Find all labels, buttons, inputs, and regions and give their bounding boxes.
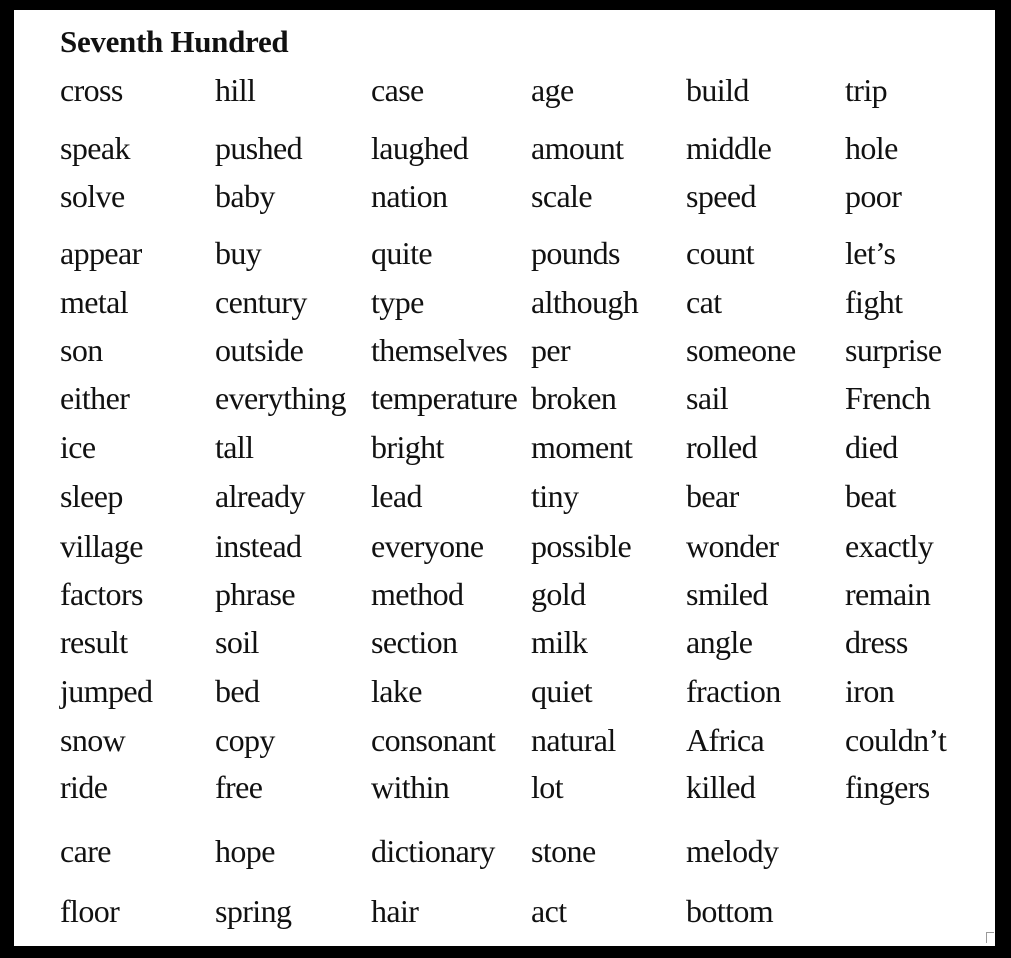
word-cell: per [531,332,571,368]
word-cell: care [60,833,111,869]
word-cell: hope [215,833,275,869]
word-cell: iron [845,673,895,709]
word-cell: consonant [371,722,496,758]
word-cell: rolled [686,429,758,465]
word-cell: poor [845,178,902,214]
word-cell: baby [215,178,275,214]
word-cell: pounds [531,235,620,271]
word-cell: gold [531,576,586,612]
corner-mark [986,932,994,943]
word-cell: quiet [531,673,592,709]
word-cell: French [845,380,931,416]
word-cell: milk [531,624,588,660]
word-cell: someone [686,332,796,368]
word-cell: son [60,332,103,368]
word-cell: beat [845,478,896,514]
word-cell: natural [531,722,616,758]
word-cell: bear [686,478,739,514]
word-cell: tiny [531,478,579,514]
word-cell: ice [60,429,96,465]
word-cell: case [371,72,424,108]
word-cell: pushed [215,130,303,166]
word-cell: soil [215,624,259,660]
word-cell: method [371,576,464,612]
word-cell: section [371,624,458,660]
word-cell: snow [60,722,126,758]
word-cell: everything [215,380,346,416]
word-cell: amount [531,130,624,166]
word-cell: bright [371,429,444,465]
word-cell: dictionary [371,833,495,869]
word-cell: hill [215,72,256,108]
word-cell: melody [686,833,779,869]
word-cell: spring [215,893,292,929]
word-cell: age [531,72,574,108]
word-cell: couldn’t [845,722,947,758]
word-cell: moment [531,429,633,465]
word-cell: themselves [371,332,508,368]
word-cell: broken [531,380,617,416]
word-cell: nation [371,178,448,214]
word-cell: cross [60,72,123,108]
word-cell: type [371,284,424,320]
word-cell: within [371,769,450,805]
word-cell: century [215,284,307,320]
word-cell: middle [686,130,772,166]
word-cell: result [60,624,128,660]
word-cell: tall [215,429,254,465]
word-cell: Africa [686,722,765,758]
word-cell: quite [371,235,432,271]
word-cell: outside [215,332,304,368]
word-cell: fingers [845,769,930,805]
word-cell: speak [60,130,130,166]
page-title: Seventh Hundred [60,24,289,59]
word-cell: instead [215,528,302,564]
word-cell: appear [60,235,142,271]
word-cell: act [531,893,567,929]
word-cell: build [686,72,749,108]
word-cell: wonder [686,528,779,564]
word-cell: factors [60,576,143,612]
word-cell: metal [60,284,129,320]
word-cell: scale [531,178,592,214]
word-cell: bottom [686,893,774,929]
word-cell: solve [60,178,125,214]
word-cell: hair [371,893,419,929]
word-cell: lead [371,478,422,514]
word-cell: angle [686,624,753,660]
word-cell: trip [845,72,888,108]
word-cell: sail [686,380,729,416]
word-cell: surprise [845,332,942,368]
word-cell: exactly [845,528,934,564]
word-cell: ride [60,769,108,805]
word-cell: stone [531,833,596,869]
word-cell: floor [60,893,120,929]
word-cell: cat [686,284,722,320]
word-cell: let’s [845,235,896,271]
word-cell: either [60,380,130,416]
word-cell: everyone [371,528,484,564]
word-cell: lot [531,769,563,805]
word-cell: smiled [686,576,768,612]
word-cell: sleep [60,478,123,514]
word-cell: free [215,769,263,805]
word-cell: already [215,478,305,514]
word-cell: remain [845,576,931,612]
word-cell: died [845,429,898,465]
word-cell: laughed [371,130,469,166]
word-cell: fraction [686,673,781,709]
word-cell: jumped [60,673,153,709]
word-cell: lake [371,673,422,709]
word-cell: fight [845,284,903,320]
word-cell: temperature [371,380,518,416]
word-cell: dress [845,624,908,660]
word-cell: phrase [215,576,295,612]
word-cell: killed [686,769,756,805]
word-cell: possible [531,528,632,564]
word-cell: copy [215,722,275,758]
word-cell: count [686,235,755,271]
word-cell: hole [845,130,898,166]
word-cell: speed [686,178,756,214]
word-cell: bed [215,673,260,709]
word-cell: although [531,284,639,320]
word-cell: buy [215,235,262,271]
word-cell: village [60,528,143,564]
